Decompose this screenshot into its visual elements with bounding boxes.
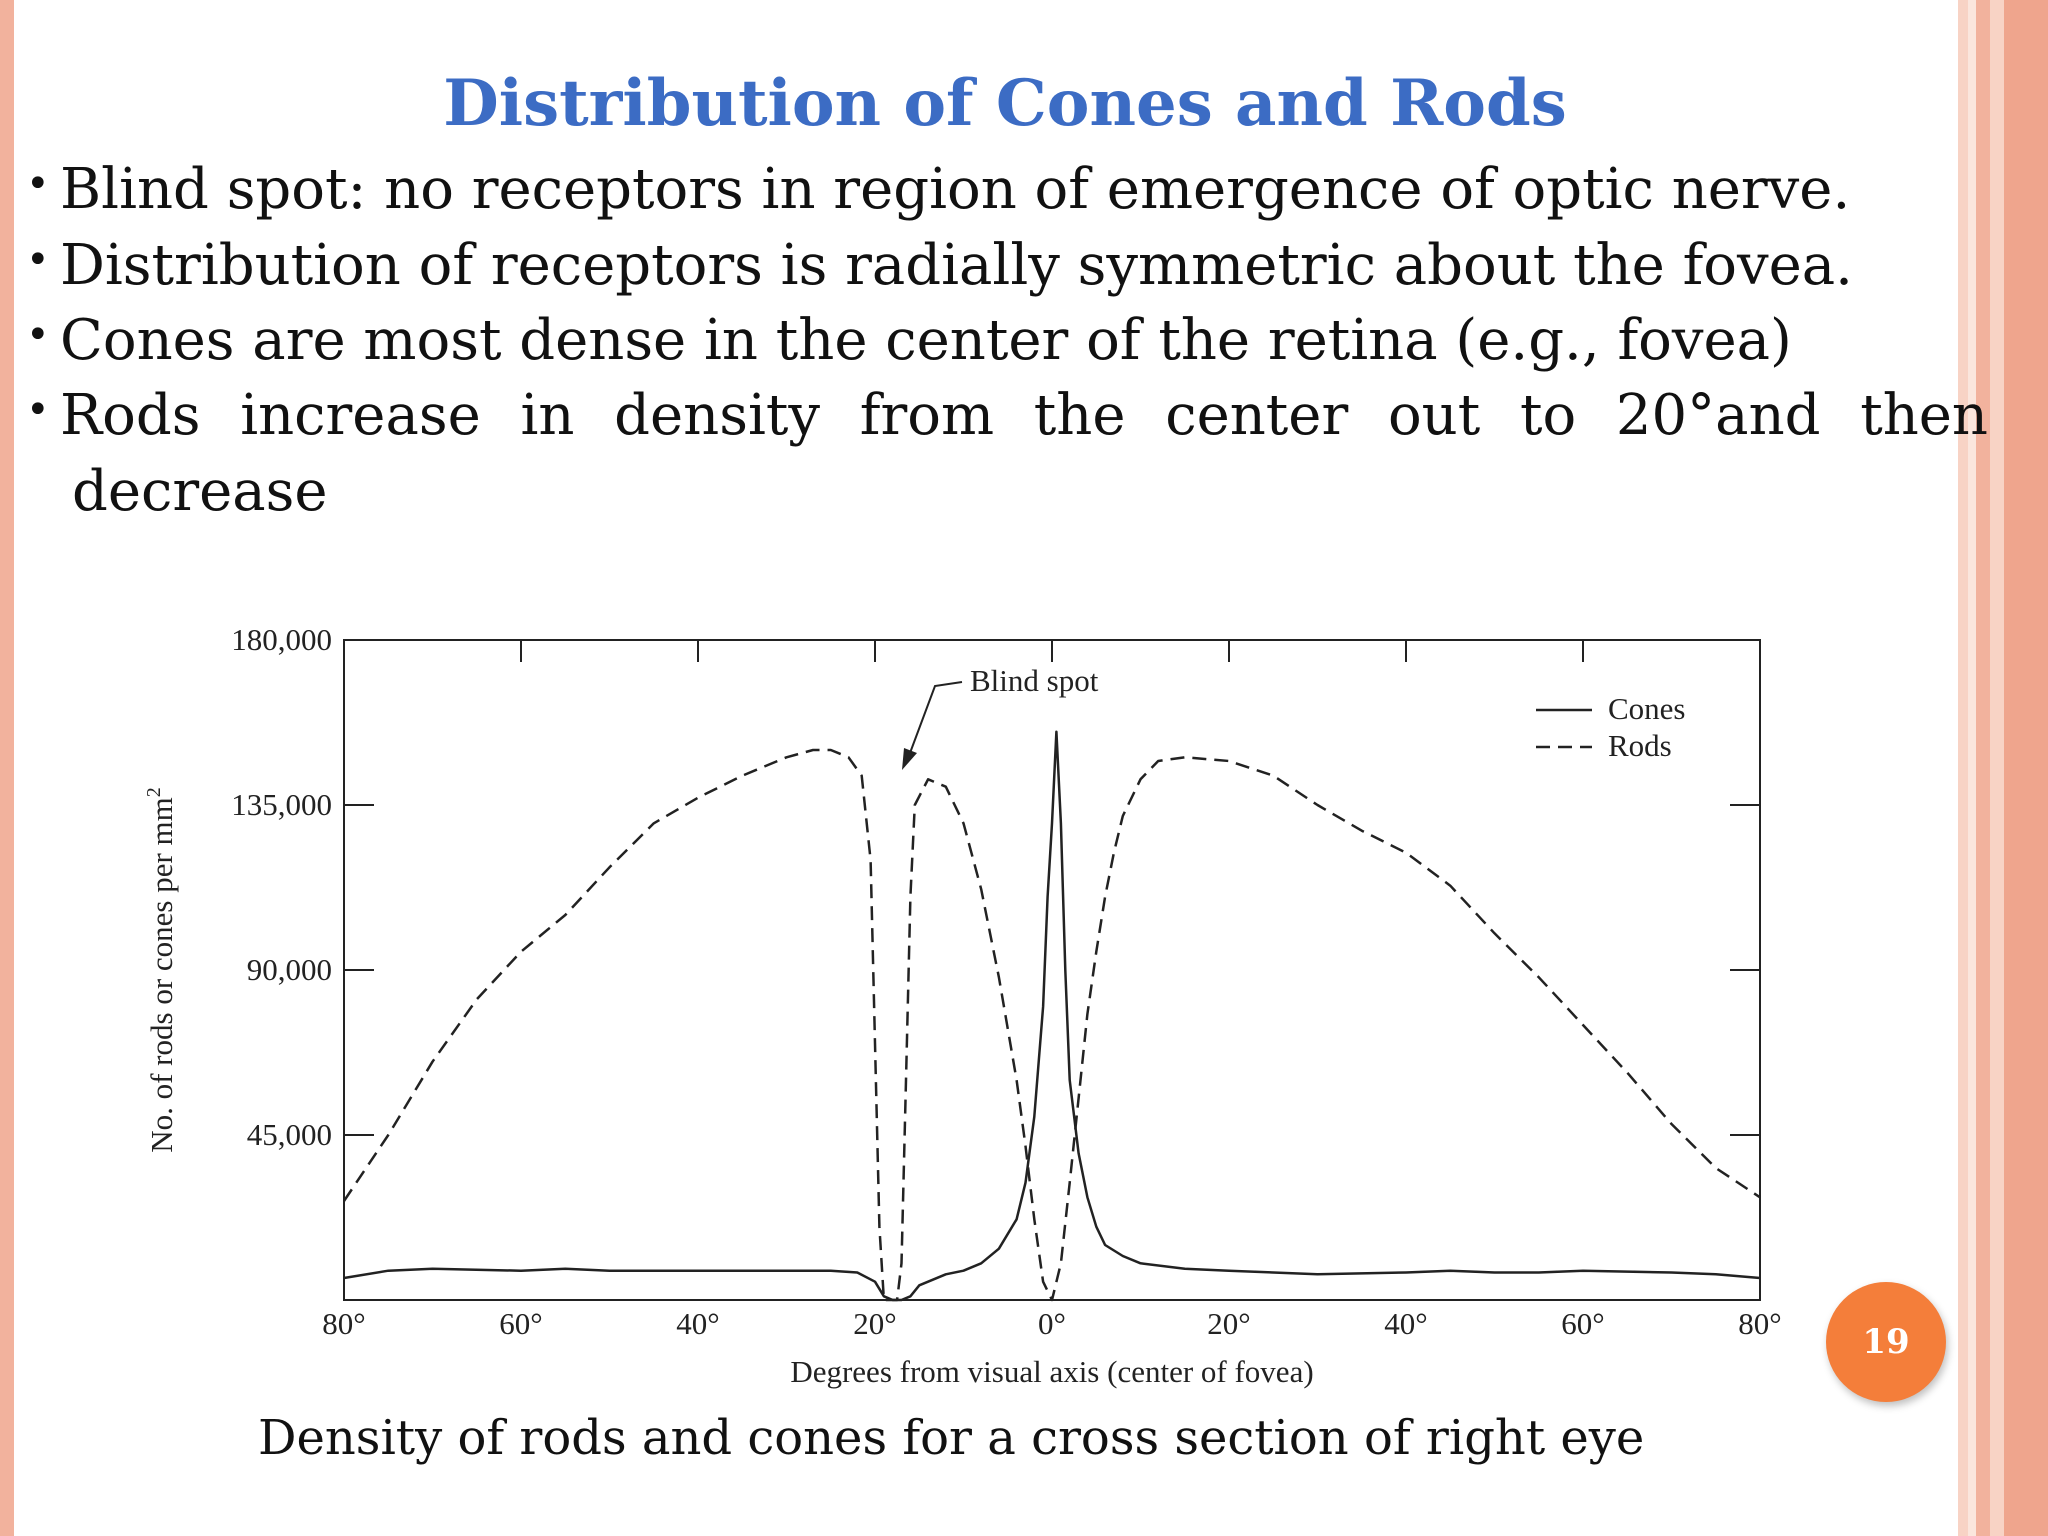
x-tick-label: 20°: [853, 1306, 897, 1341]
x-tick-label: 60°: [1561, 1306, 1605, 1341]
legend-label-rods: Rods: [1608, 728, 1672, 763]
series-line-cones: [344, 732, 1760, 1300]
y-tick-labels: [231, 622, 332, 1152]
bullet-marker: •: [26, 387, 50, 433]
y-axis-label: [143, 787, 179, 1153]
y-tick-label: 45,000: [246, 1117, 332, 1152]
x-tick-label: 60°: [499, 1306, 543, 1341]
chart-caption: Density of rods and cones for a cross section of right eye: [258, 1410, 1645, 1466]
x-tick-label: 20°: [1207, 1306, 1251, 1341]
blind-spot-annotation: [902, 663, 1099, 770]
x-tick-label: 40°: [676, 1306, 720, 1341]
plot-frame: [344, 640, 1760, 1300]
bullet-text: Cones are most dense in the center of the retina (e.g., fovea): [60, 308, 1792, 373]
y-axis-label-text: No. of rods or cones per mm: [144, 797, 179, 1153]
series-layer: [344, 732, 1760, 1300]
legend-label-cones: Cones: [1608, 691, 1686, 726]
bullet-text: Distribution of receptors is radially symmetric about the fovea.: [60, 233, 1853, 298]
bullet-marker: •: [26, 161, 50, 207]
bullet-marker: •: [26, 237, 50, 283]
slide-title: Distribution of Cones and Rods: [443, 66, 1567, 141]
x-tick-labels: [322, 1306, 1781, 1341]
x-tick-label: 80°: [1738, 1306, 1782, 1341]
blind-spot-label: Blind spot: [970, 663, 1099, 698]
legend: [1536, 691, 1686, 763]
y-tick-label: 135,000: [231, 787, 332, 822]
right-decorative-bar: [2004, 0, 2048, 1536]
y-axis-label-superscript: 2: [143, 787, 165, 798]
y-tick-label: 90,000: [246, 952, 332, 987]
density-chart: [120, 610, 1800, 1410]
bullet-text: Rods increase in density from the center out to 20°and then: [60, 383, 1988, 448]
x-axis-label: Degrees from visual axis (center of fovea): [790, 1354, 1314, 1389]
x-tick-label: 40°: [1384, 1306, 1428, 1341]
x-tick-label: 80°: [322, 1306, 366, 1341]
blind-spot-arrowhead: [902, 748, 917, 770]
x-tick-label: 0°: [1038, 1306, 1066, 1341]
bullet-marker: •: [26, 312, 50, 358]
bullet-item: [26, 378, 1996, 454]
bullet-item: [26, 228, 1996, 304]
bullet-continuation: decrease: [72, 459, 328, 524]
bullet-text: Blind spot: no receptors in region of emergence of optic nerve.: [60, 157, 1851, 222]
bullet-item: [26, 303, 1996, 379]
bullet-item: [26, 152, 1996, 228]
blind-spot-leader-line: [910, 682, 962, 753]
y-tick-label: 180,000: [231, 622, 332, 657]
page-number-badge: 19: [1826, 1282, 1946, 1402]
axis-ticks: [344, 640, 1760, 1135]
left-decorative-bar: [0, 0, 14, 1536]
